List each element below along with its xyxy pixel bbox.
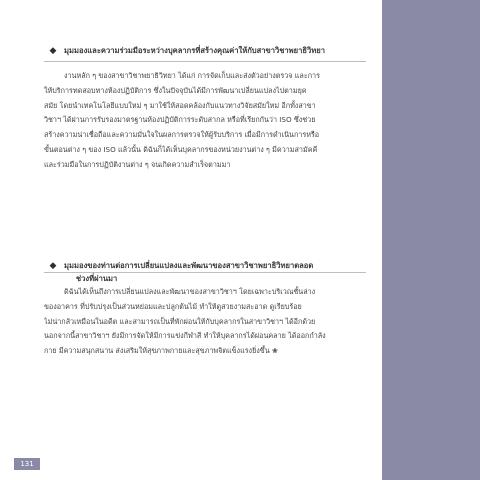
paragraph-line: นอกจากนี้สาขาวิชาฯ ยังมีการจัดให้มีการแข่งกีฬาสี ทำให้บุคลากรได้ผ่อนคลาย ได้ออกกำลัง <box>44 331 326 341</box>
diamond-bullet-icon: ◆ <box>49 46 57 56</box>
paragraph-line: สมัย โดยนำเทคโนโลยีแบบใหม่ ๆ มาใช้ให้สอดคล้องกับแนวทางวิจัยสมัยใหม่ อีกทั้งสาขา <box>44 100 316 110</box>
paragraph-line: งานหลัก ๆ ของสาขาวิชาพยาธิวิทยา ได้แก่ การจัดเก็บและส่งตัวอย่างตรวจ และการ <box>64 71 320 80</box>
heading-divider <box>44 61 366 62</box>
right-color-band <box>382 0 480 480</box>
section-development <box>44 259 366 359</box>
section-heading-text: มุมมองและความร่วมมือระหว่างบุคลากรที่สร้างคุณค่าให้กับสาขาวิชาพยาธิวิทยา <box>64 46 325 55</box>
section-paragraph <box>44 69 366 173</box>
section-collaboration <box>44 44 366 173</box>
paragraph-line: ของอาคาร ที่ปรับปรุงเป็นส่วนหย่อมและปลูกต้นไม้ ทำให้ดูสวยงามสะอาด ดูเรียบร้อย <box>44 301 302 311</box>
paragraph-line: สร้างความน่าเชื่อถือและความมั่นใจในผลการตรวจให้ผู้รับบริการ เมื่อมีการดำเนินการหรือ <box>44 130 320 140</box>
paragraph-line: และร่วมมือในการปฏิบัติงานต่าง ๆ จนเกิดความสำเร็จตามมา <box>44 159 231 169</box>
paragraph-line: ดิฉันได้เห็นถึงการเปลี่ยนแปลงและพัฒนาของสาขาวิชาฯ โดยเฉพาะบริเวณชั้นล่าง <box>64 287 316 296</box>
diamond-bullet-icon: ◆ <box>49 261 57 271</box>
paragraph-line: ไม่น่ากลัวเหมือนในอดีต และสามารถเป็นที่พักผ่อนให้กับบุคลากรในสาขาวิชาฯ ได้อีกด้วย <box>44 316 316 326</box>
section-heading <box>44 44 366 57</box>
page-number: 131 <box>14 458 40 470</box>
paragraph-line: กาย มีความสนุกสนาน ส่งเสริมให้สุขภาพกายและสุขภาพจิตแข็งแรงยิ่งขึ้น ❀ <box>44 346 278 356</box>
section-heading-text: มุมมองของท่านต่อการเปลี่ยนแปลงและพัฒนาของสาขาวิชาพยาธิวิทยาตลอด <box>64 261 314 270</box>
section-heading-text-continued: ช่วงที่ผ่านมา <box>76 274 118 283</box>
paragraph-line: วิชาฯ ได้ผ่านการรับรองมาตรฐานห้องปฏิบัติการระดับสากล หรือที่เรียกกันว่า ISO ซึ่งช่วย <box>44 115 316 125</box>
heading-divider <box>44 272 366 273</box>
section-paragraph <box>44 285 366 359</box>
paragraph-line: ขั้นตอนต่าง ๆ ของ ISO แล้วนั้น ดิฉันก็ได้เห็นบุคลากรของหน่วยงานต่าง ๆ มีความสามัคคี <box>44 144 318 154</box>
paragraph-line: ให้บริการทดสอบทางห้องปฏิบัติการ ซึ่งในปัจจุบันได้มีการพัฒนาเปลี่ยนแปลงไปตามยุค <box>44 85 307 95</box>
